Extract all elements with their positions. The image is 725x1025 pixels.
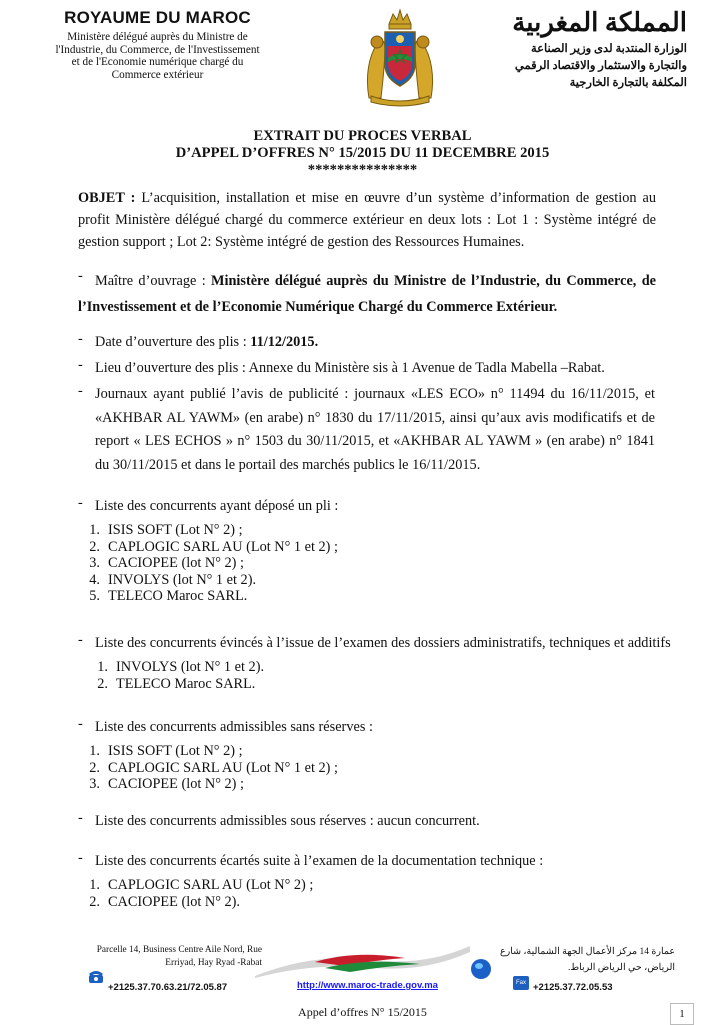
flag-wave-logo xyxy=(255,942,470,978)
list-item: 2. TELECO Maroc SARL. xyxy=(97,675,256,692)
maitre-label: Maître d’ouvrage : xyxy=(95,273,211,289)
list-item: 1. ISIS SOFT (Lot N° 2) ; xyxy=(89,522,243,538)
list-admissibles xyxy=(78,743,338,793)
list-item: 1. ISIS SOFT (Lot N° 2) ; xyxy=(89,743,243,759)
list-item: 2. CACIOPEE (lot N° 2). xyxy=(89,893,241,910)
royal-coat-of-arms-emblem xyxy=(363,6,437,108)
footer-website-link[interactable]: http://www.maroc-trade.gov.ma xyxy=(297,980,438,991)
list-deposes xyxy=(78,522,338,605)
list-heading-deposes: Liste des concurrents ayant déposé un pli : xyxy=(95,498,339,514)
fax-icon: Fax xyxy=(513,976,529,990)
header-left xyxy=(40,8,275,81)
maitre-value: Ministère délégué auprès du Ministre de l’Industrie, du Commerce, de l’Investissement et de l’Economie Numérique Chargé du Commerce Extérieur. xyxy=(78,273,656,315)
list-evinces xyxy=(78,659,264,692)
list-heading-admissibles: Liste des concurrents admissibles sans réserves : xyxy=(95,719,373,735)
date-ouverture: Date d’ouverture des plis : 11/12/2015. xyxy=(95,334,319,350)
ministry-name-fr: Ministère délégué auprès du Ministre de l'Industrie, du Commerce, de l'Investissement et de l'Economie numérique chargé du Commerce extérieur xyxy=(55,31,260,81)
lieu-ouverture: Lieu d’ouverture des plis : Annexe du Ministère sis à 1 Avenue de Tadla Mabella –Rabat. xyxy=(95,360,605,376)
objet-text: L’acquisition, installation et mise en œuvre d’un système d’information de gestion au profit Ministère délégué chargé du commerce extérieur en deux lots : Lot 1 : Système intégré de gestion support ; Lot 2: Système intégré de gestion des Ressources Humaines. xyxy=(78,190,656,250)
list-item: 4. INVOLYS (lot N° 1 et 2). xyxy=(89,571,257,588)
list-item: 1. INVOLYS (lot N° 1 et 2). xyxy=(97,659,265,675)
footer-address-ar: عمارة 14 مركز الأعمال الجهة الشمالية، شارع الرياض، حي الرياض الرباط. xyxy=(499,947,675,973)
page-number: 1 xyxy=(670,1003,694,1025)
list-ecartes xyxy=(78,877,313,910)
telephone-icon xyxy=(88,970,104,984)
list-heading-ecartes: Liste des concurrents écartés suite à l’examen de la documentation technique : xyxy=(95,853,544,869)
objet-label: OBJET : xyxy=(78,190,136,206)
kingdom-title-fr: ROYAUME DU MAROC xyxy=(64,8,251,27)
list-heading-sous-reserves: Liste des concurrents admissibles sous réserves : aucun concurrent. xyxy=(95,813,480,829)
document-title: EXTRAIT DU PROCES VERBAL D’APPEL D’OFFRES N° 15/2015 DU 11 DECEMBRE 2015 *************** xyxy=(175,128,550,178)
maitre-ouvrage-paragraph xyxy=(78,268,656,320)
footer-fax: +2125.37.72.05.53 xyxy=(533,982,613,993)
list-item: 1. CAPLOGIC SARL AU (Lot N° 2) ; xyxy=(89,877,314,893)
ministry-name-ar: الوزارة المنتدبة لدى وزير الصناعة والتجارة والاستثمار والاقتصاد الرقمي المكلفة بالتجارة الخارجية xyxy=(514,43,687,89)
journaux-paragraph: Journaux ayant publié l’avis de publicité : journaux «LES ECO» n° 11494 du 16/11/2015, et «AKHBAR AL YAWM» (en arabe) n° 1830 du 17/11/2015, ainsi qu’aux avis modificatifs et de report « LES ECHOS » n° 1503 du 30/11/2015, et «AKHBAR AL YAWM » (en arabe) n° 1841 du 30/11/2015 et dans le portail des marchés publics le 16/11/2015. xyxy=(95,386,655,473)
footer-address-fr: Parcelle 14, Business Centre Aile Nord, Rue Erriyad, Hay Ryad -Rabat xyxy=(96,945,262,968)
list-item: 5. TELECO Maroc SARL. xyxy=(89,588,248,604)
list-item: 3. CACIOPEE (lot N° 2) ; xyxy=(89,555,244,571)
header-right-arabic xyxy=(487,8,687,92)
objet-paragraph xyxy=(78,187,656,253)
list-heading-evinces: Liste des concurrents évincés à l’issue de l’examen des dossiers administratifs, techniques et additifs xyxy=(95,635,671,651)
footer-document-reference: Appel d’offres N° 15/2015 xyxy=(298,1005,427,1019)
list-item: 3. CACIOPEE (lot N° 2) ; xyxy=(89,776,244,792)
footer-phone: +2125.37.70.63.21/72.05.87 xyxy=(108,982,228,993)
globe-icon xyxy=(470,958,492,980)
list-item: 2. CAPLOGIC SARL AU (Lot N° 1 et 2) ; xyxy=(89,538,338,555)
list-item: 2. CAPLOGIC SARL AU (Lot N° 1 et 2) ; xyxy=(89,759,338,776)
kingdom-title-ar: المملكة المغربية xyxy=(512,8,687,37)
